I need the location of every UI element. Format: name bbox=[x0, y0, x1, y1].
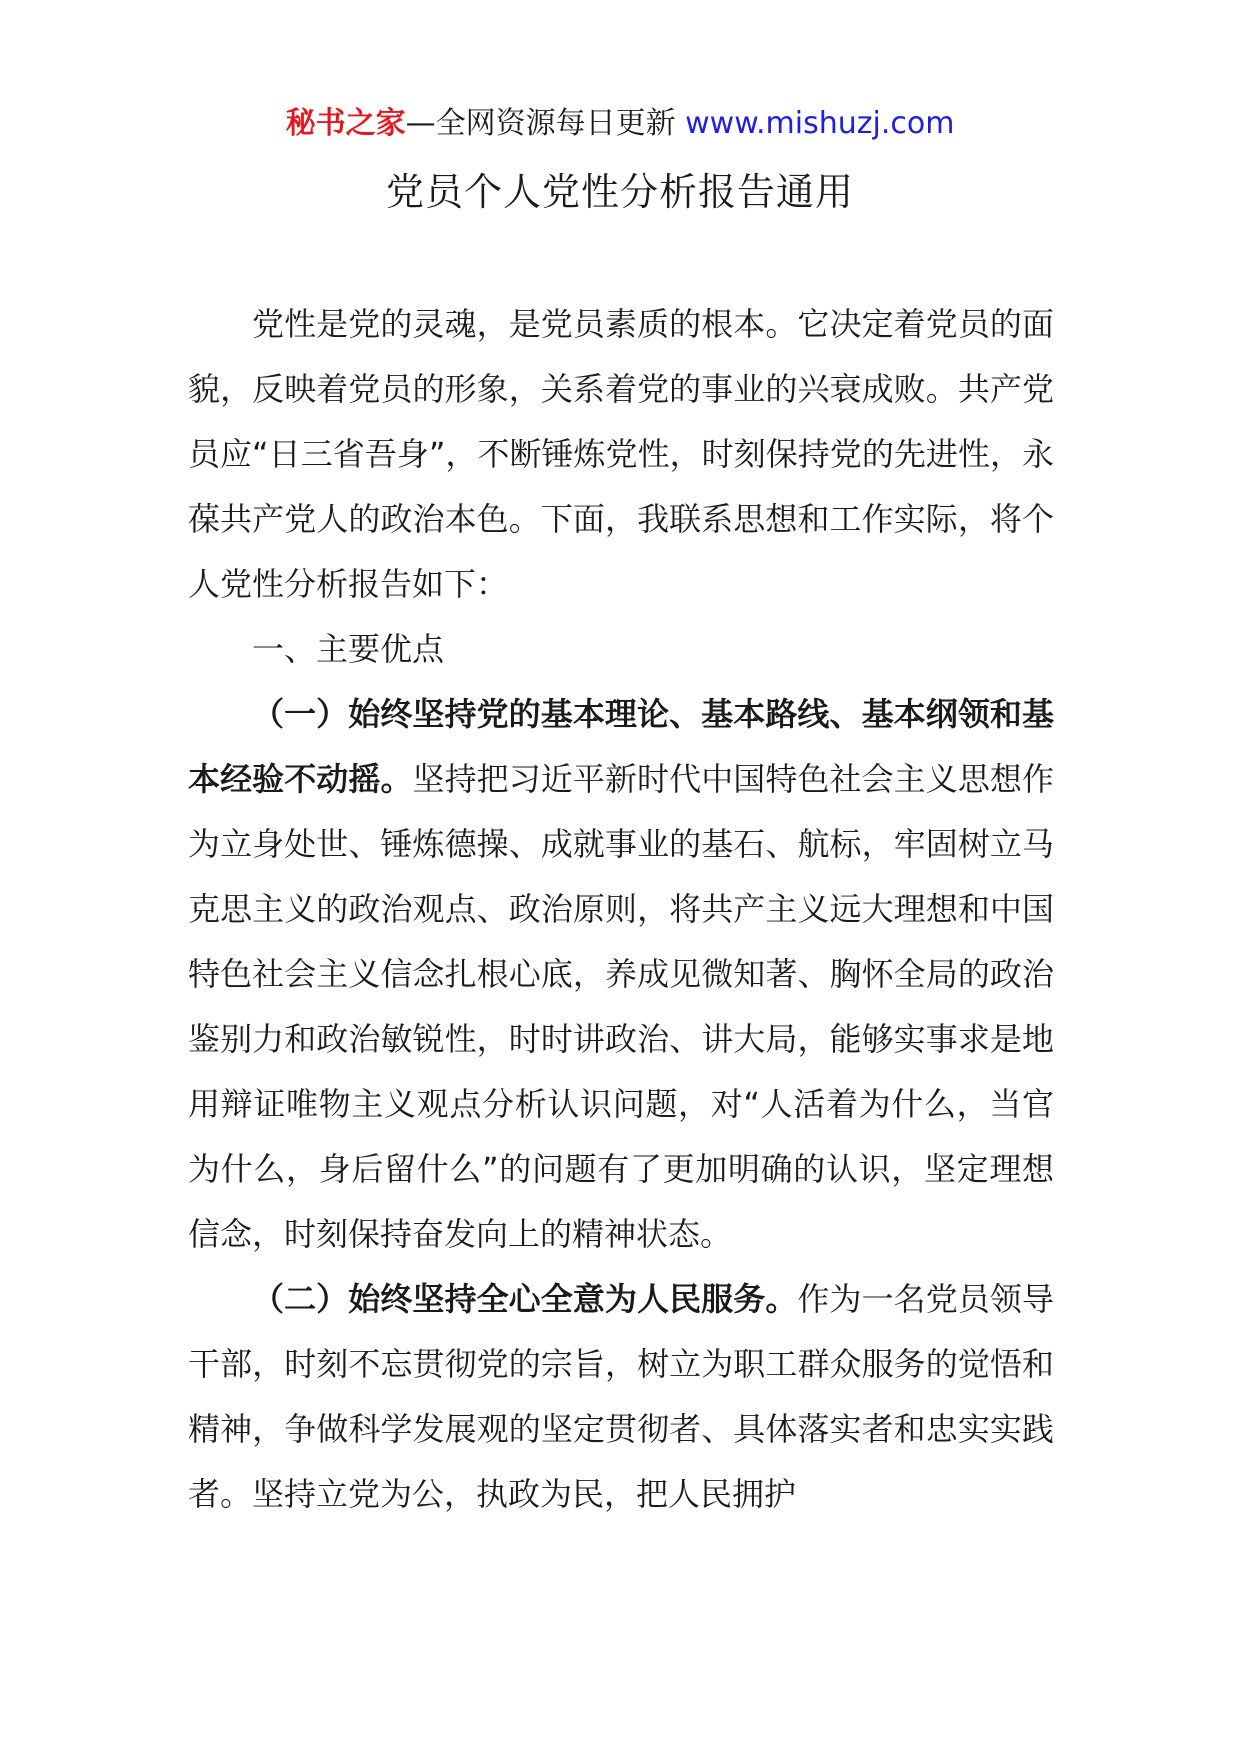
item-two-paragraph bbox=[188, 1267, 1054, 1527]
item-two-lead: （二）始终坚持全心全意为人民服务。 bbox=[252, 1280, 798, 1318]
section-heading: 一、主要优点 bbox=[252, 630, 445, 668]
document-title: 党员个人党性分析报告通用 bbox=[385, 170, 854, 214]
document-body bbox=[188, 292, 1054, 1527]
site-header bbox=[0, 104, 1240, 144]
intro-paragraph: 党性是党的灵魂，是党员素质的根本。它决定着党员的面貌，反映着党员的形象，关系着党的事业的兴衰成败。共产党员应“日三省吾身”，不断锤炼党性，时刻保持党的先进性，永葆共产党人的政治本色。下面，我联系思想和工作实际，将个人党性分析报告如下： bbox=[188, 305, 1054, 603]
brand-name: 秘书之家 bbox=[285, 106, 406, 141]
item-two-body: 作为一名党员领导干部，时刻不忘贯彻党的宗旨，树立为职工群众服务的觉悟和精神，争做科学发展观的坚定贯彻者、具体落实者和忠实实践者。坚持立党为公，执政为民，把人民拥护 bbox=[188, 1280, 1054, 1513]
item-one-body: 坚持把习近平新时代中国特色社会主义思想作为立身处世、锤炼德操、成就事业的基石、航标，牢固树立马克思主义的政治观点、政治原则，将共产主义远大理想和中国特色社会主义信念扎根心底，养成见微知著、胸怀全局的政治鉴别力和政治敏锐性，时时讲政治、讲大局，能够实事求是地用辩证唯物主义观点分析认识问题，对“人活着为什么，当官为什么，身后留什么”的问题有了更加明确的认识，坚定理想信念，时刻保持奋发向上的精神状态。 bbox=[188, 760, 1054, 1253]
site-url-link[interactable]: www.mishuzj.com bbox=[685, 106, 955, 141]
item-one-paragraph bbox=[188, 682, 1054, 1267]
item-one-lead: （一）始终坚持党的基本理论、基本路线、基本纲领和基本经验不动摇。 bbox=[188, 695, 1054, 798]
header-tagline: —全网资源每日更新 bbox=[405, 106, 676, 141]
